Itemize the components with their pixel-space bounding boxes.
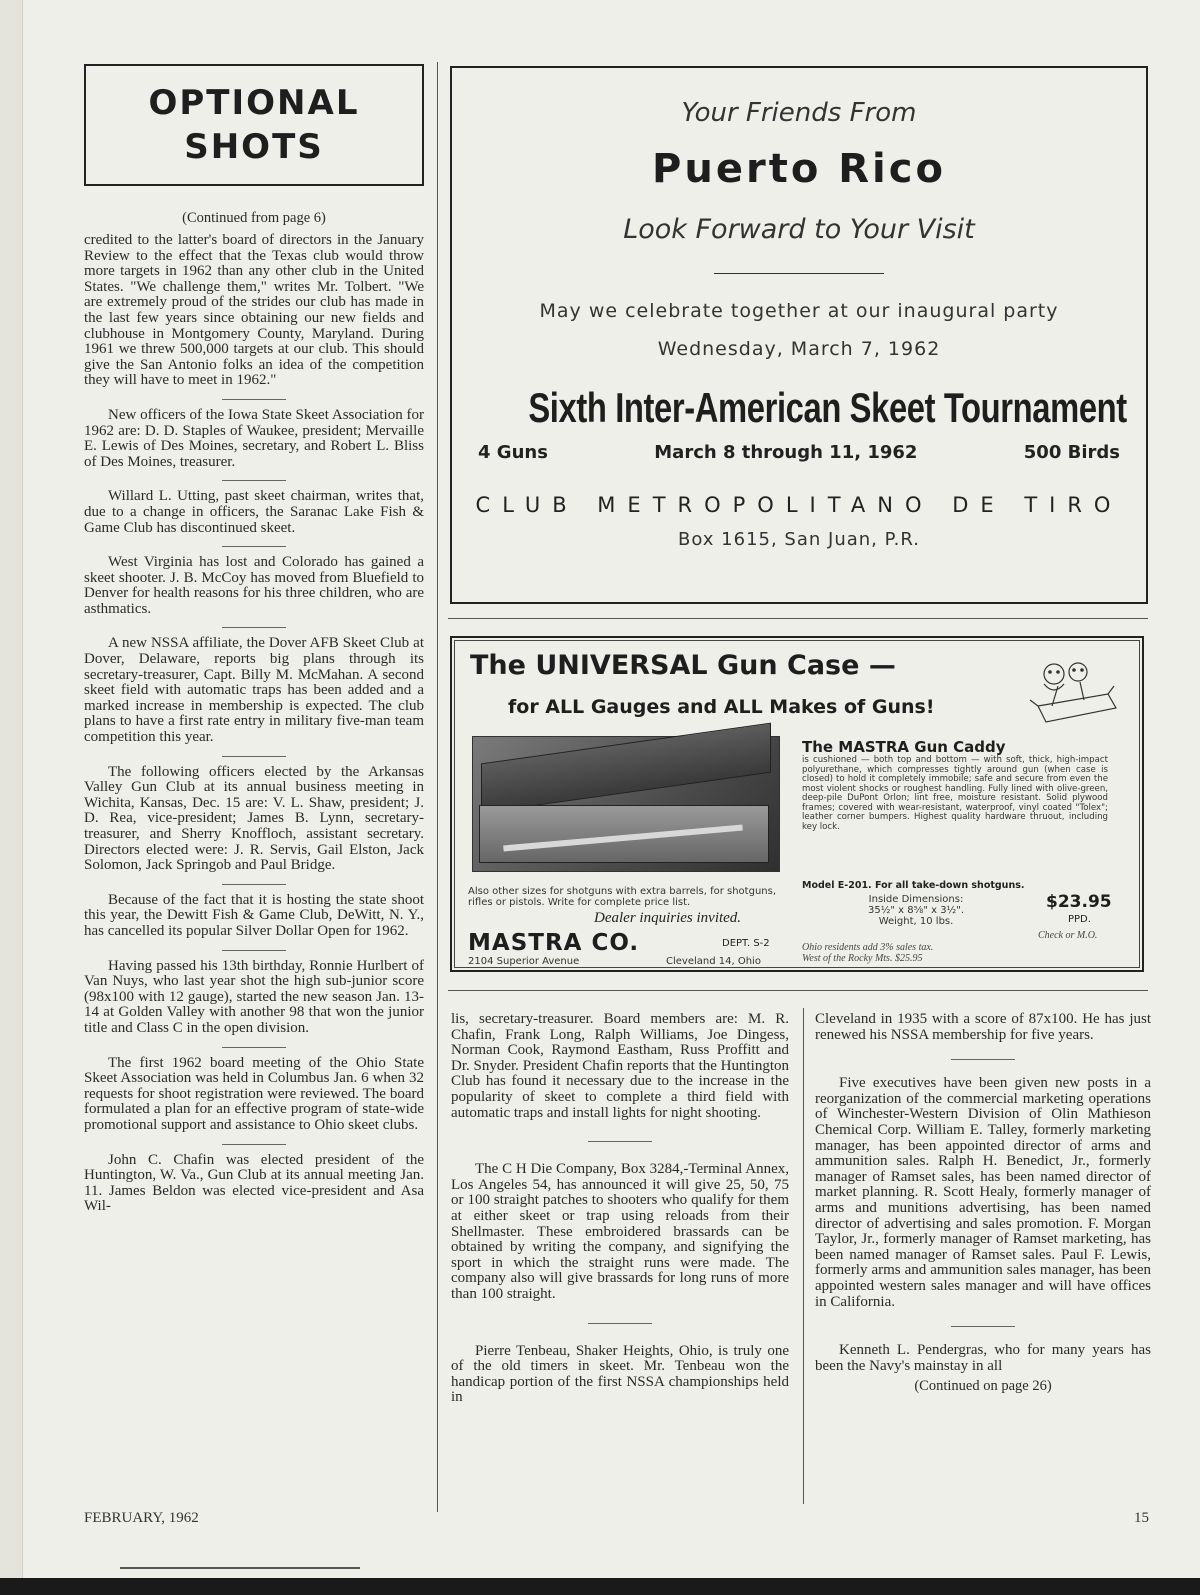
- column-rule: [803, 1008, 804, 1504]
- article-paragraph: lis, secretary-treasurer. Board members are: M. R. Chafin, Frank Long, Ralph Williams, Joe Dingess, Norman Cook, Raymond Eastham, Russ Proffitt and Dr. Snyder. President Chafin reports that the Huntington Club has found it necessary due to the increase in the popularity of skeet to complete a third field with automatic traps and install lights for night shooting.: [451, 1011, 789, 1121]
- separator: [222, 480, 286, 481]
- ad-tournament-details: [478, 442, 1120, 463]
- article-paragraph: A new NSSA affiliate, the Dover AFB Skeet Club at Dover, Delaware, reports big plans through its secretary-treasurer, Capt. Billy M. McMahan. A second skeet field with automatic traps has been added and a marked increase in membership is expected. The club plans to have a first rate entry in military five-man team competition this year.: [84, 635, 424, 746]
- separator: [222, 756, 286, 757]
- ad-line-puerto-rico: Puerto Rico: [652, 146, 946, 192]
- section-title-line2: SHOTS: [184, 127, 324, 167]
- article-paragraph: The first 1962 board meeting of the Ohio State Skeet Association was held in Columbus Jan. 6 when 32 requests for shoot registration were reviewed. The board formulated a plan for an effective program of state-wide promotional support and assistance to Ohio skeet clubs.: [84, 1054, 424, 1133]
- ad-line-look-forward: Look Forward to Your Visit: [623, 214, 975, 245]
- separator: [951, 1326, 1015, 1327]
- separator: [222, 546, 286, 547]
- article-paragraph: West Virginia has lost and Colorado has gained a skeet shooter. J. B. McCoy has moved from Bluefield to Denver for health reasons for his three children, who are asthmatics.: [84, 554, 424, 617]
- column-one: [84, 64, 424, 1215]
- ad-other-sizes: Also other sizes for shotguns with extra barrels, for shotguns, rifles or pistols. Write for complete price list.: [468, 886, 777, 908]
- ad-ohio-tax: Ohio residents add 3% sales tax.: [802, 942, 934, 953]
- continued-from: (Continued from page 6): [182, 210, 326, 226]
- ad-subhead: for ALL Gauges and ALL Makes of Guns!: [508, 696, 935, 718]
- ad-product-name: The MASTRA Gun Caddy: [802, 738, 1006, 756]
- case-lid: [481, 723, 771, 814]
- ad-price-note: PPD.: [1068, 914, 1091, 925]
- ad-club-address: Box 1615, San Juan, P.R.: [678, 529, 920, 550]
- article-paragraph: Having passed his 13th birthday, Ronnie Hurlbert of Van Nuys, who last year shot the high sub-junior score (98x100 with 12 gauge), started the new season Jan. 13-14 at Golden Valley with another 98 that won the junior title and Class C in the open division.: [84, 957, 424, 1036]
- gun-case-photo: [472, 736, 780, 872]
- ad-headline: The UNIVERSAL Gun Case —: [470, 650, 896, 681]
- column-three: [815, 1012, 1151, 1395]
- ad-invite: May we celebrate together at our inaugural party: [539, 300, 1059, 322]
- article-paragraph: The following officers elected by the Arkansas Valley Gun Club at its annual business meeting in Wichita, Kansas, Dec. 15 are: V. L. Shaw, president; J. D. Rea, vice-president; James B. Lynn, secretary-treasurer, and Sherry Knoffloch, assistant secretary. Directors elected were: J. R. Servis, Gail Elston, Jack Solomon, Jack Springob and Paul Bridge.: [84, 763, 424, 874]
- cartoon-illustration: [1018, 656, 1122, 732]
- separator: [222, 1144, 286, 1145]
- ad-dates: March 8 through 11, 1962: [654, 442, 918, 463]
- article-paragraph: John C. Chafin was elected president of the Huntington, W. Va., Gun Club at its annual meeting Jan. 11. James Beldon was elected vice-president and Asa Wil-: [84, 1151, 424, 1215]
- ad-department: DEPT. S-2: [722, 938, 770, 949]
- ad-west-price: West of the Rocky Mts. $25.95: [802, 953, 923, 964]
- article-paragraph: Willard L. Utting, past skeet chairman, writes that, due to a change in officers, the Saranac Lake Fish & Game Club has discontinued skeet.: [84, 488, 424, 536]
- section-rule: [448, 990, 1148, 991]
- continued-on: (Continued on page 26): [914, 1378, 1052, 1395]
- ad-birds: 500 Birds: [1023, 442, 1120, 463]
- ad-city: Cleveland 14, Ohio: [666, 956, 761, 967]
- separator: [222, 884, 286, 885]
- separator: [222, 627, 286, 628]
- column-two: [451, 1012, 789, 1406]
- binding-edge: [0, 0, 23, 1595]
- section-title-line1: OPTIONAL: [148, 83, 360, 123]
- separator: [588, 1323, 652, 1324]
- page-number: 15: [1134, 1510, 1149, 1526]
- puerto-rico-ad: [450, 66, 1148, 604]
- separator: [222, 950, 286, 951]
- footer-date: FEBRUARY, 1962: [84, 1510, 199, 1526]
- section-rule: [448, 618, 1148, 619]
- column-rule: [437, 62, 438, 1512]
- separator: [588, 1141, 652, 1142]
- ad-dealer-inquiries: Dealer inquiries invited.: [594, 910, 742, 926]
- ad-model: Model E-201. For all take-down shotguns.: [802, 880, 1025, 891]
- ad-product-description: is cushioned — both top and bottom — with soft, thick, high-impact polyurethane, which compresses tightly around gun (when case is closed) to hold it completely immobile; safe and secure from even the most violent shocks or roughest handling. Fully lined with olive-green, deep-pile DuPont Orlon; lint free, moisture resistant. Solid plywood frames; covered with wear-resistant, waterproof, vinyl coated "Tolex"; leather corner bumpers. Highest quality hardware thruout, including key lock.: [802, 755, 1108, 832]
- article-paragraph: The C H Die Company, Box 3284,-Terminal Annex, Los Angeles 54, has announced it will give 25, 50, 75 or 100 straight patches to shooters who qualify for them at either skeet or trap using reloads from their Shellmaster. These embroidered brassards can be obtained by writing the company, and signifying the sport in which the straight runs were made. The company also will give brassards for long runs of more than 100 straight.: [451, 1161, 789, 1302]
- article-paragraph: Because of the fact that it is hosting the state shoot this year, the Dewitt Fish & Game Club, DeWitt, N. Y., has cancelled its popular Silver Dollar Open for 1962.: [84, 891, 424, 939]
- ad-weight: Weight, 10 lbs.: [878, 916, 954, 927]
- separator: [951, 1059, 1015, 1060]
- ad-tournament-name: Sixth Inter-American Skeet Tournament: [528, 384, 1127, 431]
- ad-street-address: 2104 Superior Avenue: [468, 956, 580, 967]
- ad-guns: 4 Guns: [478, 442, 548, 463]
- ad-party-date: Wednesday, March 7, 1962: [657, 338, 941, 360]
- ad-dimensions-value: 35½" x 8⅝" x 3½".: [867, 905, 965, 916]
- ad-tax-notes: [802, 942, 933, 964]
- ad-divider: [714, 273, 884, 274]
- ad-company-name: MASTRA CO.: [468, 930, 640, 956]
- ad-dimensions: [838, 894, 994, 927]
- bottom-rule: [120, 1567, 360, 1569]
- ad-club-name: CLUB METROPOLITANO DE TIRO: [475, 493, 1123, 517]
- scan-bottom-edge: [0, 1578, 1200, 1595]
- separator: [222, 399, 286, 400]
- ad-price: $23.95: [1046, 892, 1112, 912]
- ad-dimensions-label: Inside Dimensions:: [868, 894, 964, 905]
- article-paragraph: Five executives have been given new posts in a reorganization of the commercial marketing operations of Winchester-Western Division of Olin Mathieson Chemical Corp. William E. Talley, formerly marketing manager, has been appointed director of arms and ammunition sales. Ralph H. Benedict, Jr., formerly manager of Ramset sales, has been named director of market planning. R. Scott Healy, formerly manager of arms and munitions advertising, has been named director of advertising and sales promotion. F. Morgan Taylor, Jr., formerly manager of Ramset marketing, has been named manager of Ramset sales. Paul F. Lewis, formerly arms and ammunition sales manager, has been appointed western sales manager and will have offices in California.: [815, 1075, 1151, 1310]
- ad-line-your-friends: Your Friends From: [681, 98, 917, 128]
- section-title-box: [84, 64, 424, 186]
- separator: [222, 1047, 286, 1048]
- article-paragraph: Kenneth L. Pendergras, who for many years has been the Navy's mainstay in all: [815, 1342, 1151, 1374]
- article-paragraph: Cleveland in 1935 with a score of 87x100. He has just renewed his NSSA membership for five years.: [815, 1011, 1151, 1043]
- article-paragraph: New officers of the Iowa State Skeet Association for 1962 are: D. D. Staples of Waukee, president; Mervaille E. Lewis of Des Moines, secretary, and Robert L. Bliss of Des Moines, treasurer.: [84, 406, 424, 470]
- mastra-gun-case-ad: [450, 636, 1144, 972]
- ad-payment: Check or M.O.: [1038, 930, 1098, 941]
- article-paragraph: Pierre Tenbeau, Shaker Heights, Ohio, is truly one of the old timers in skeet. Mr. Tenbeau won the handicap portion of the first NSSA championships held in: [451, 1342, 789, 1406]
- article-paragraph: credited to the latter's board of directors in the January Review to the effect that the Texas club would throw more targets in 1962 than any other club in the United States. "We challenge them," writes Mr. Tolbert. "We are extremely proud of the strides our club has made in the last few years since obtaining our new fields and clubhouse in Montgomery County, Maryland. During 1961 we threw 500,000 targets at our club. This should give the San Antonio folks an idea of the competition they will have to meet in 1962.": [84, 232, 424, 389]
